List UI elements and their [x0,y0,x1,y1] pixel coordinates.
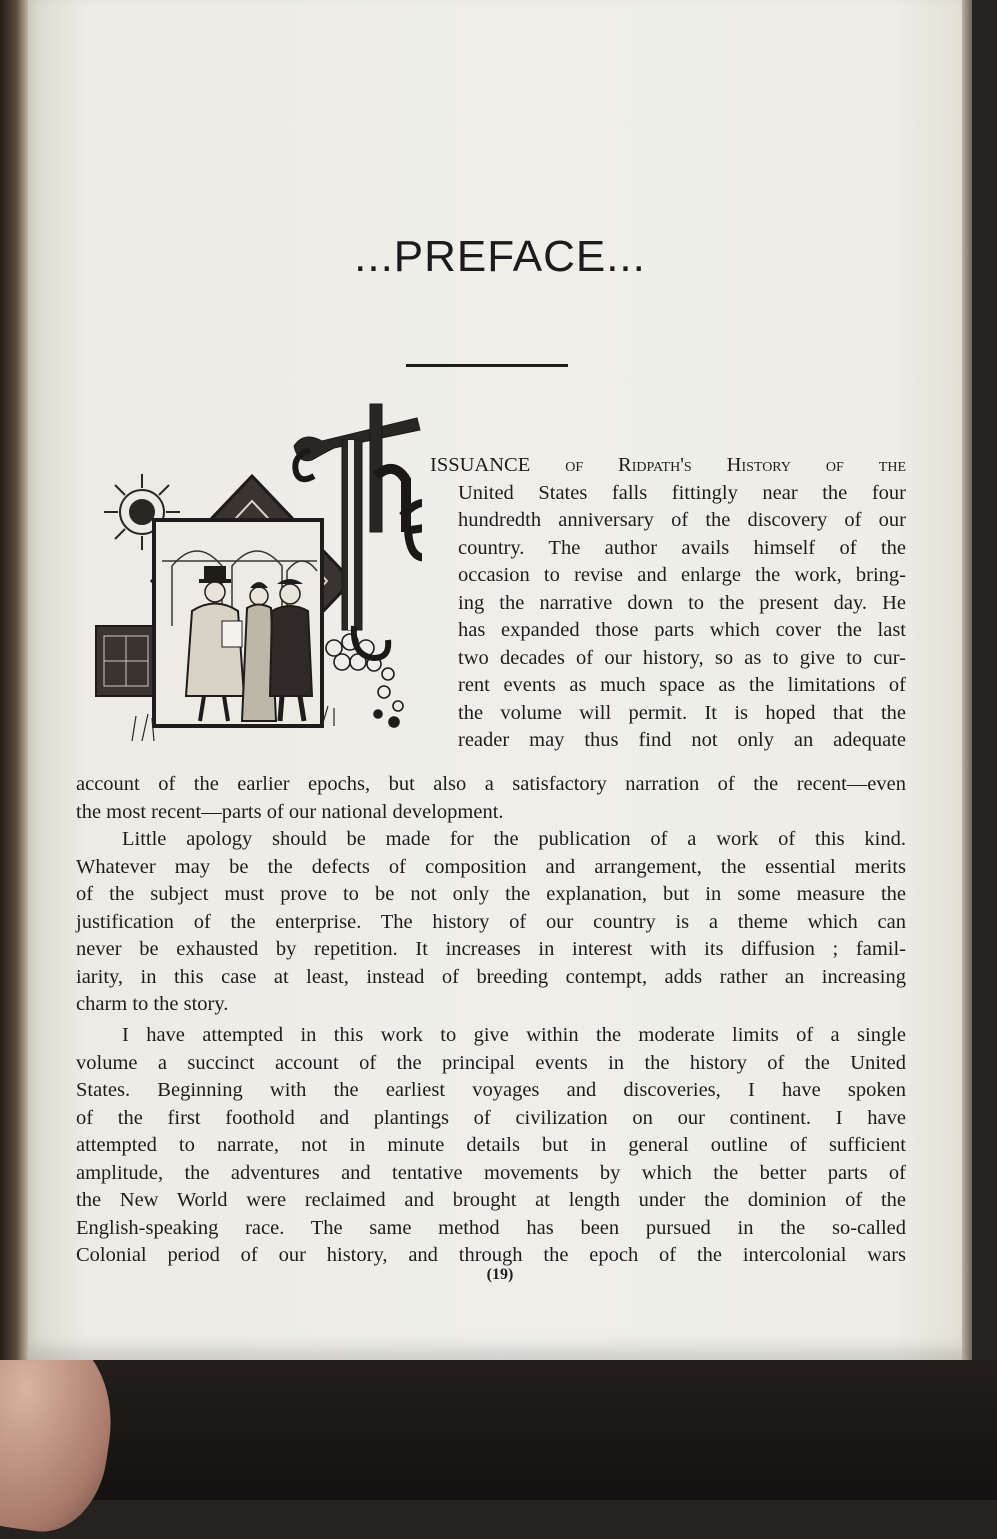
text-line: English-speaking race. The same method has been pursued in the so-called [76,1216,906,1239]
text-line: attempted to narrate, not in minute details but in general outline of sufficient [76,1134,906,1156]
lead-line: has expanded those parts which cover the last [458,619,906,641]
text-line: the most recent—parts of our national development. [76,800,504,823]
text-line: account of the earlier epochs, but also a satisfactory narration of the recent—even [76,773,906,795]
paragraph-3 [76,1022,906,1270]
lead-line: two decades of our history, so as to give to cur- [458,646,906,669]
text-line: iarity, in this case at least, instead of breeding contempt, adds rather an increasing [76,965,906,988]
background-surface [0,1360,997,1500]
page-title: ...PREFACE... [354,232,646,281]
lead-line: country. The author avails himself of the [458,536,906,559]
text-line: States. Beginning with the earliest voyages and discoveries, I have spoken [76,1079,906,1101]
lead-line: ing the narrative down to the present day. He [458,591,906,614]
lead-line: hundredth anniversary of the discovery of our [458,509,906,531]
page-number: (19) [486,1266,514,1283]
paragraph-2 [76,826,906,1019]
drop-cap-illustration [72,396,422,756]
text-line: justification of the enterprise. The history of our country is a theme which can [76,910,906,933]
lead-line: the volume will permit. It is hoped that the [458,701,906,724]
text-line: Colonial period of our history, and through the epoch of the intercolonial wars [76,1244,906,1266]
lead-opening: ISSUANCE [430,454,531,476]
lead-line: occasion to revise and enlarge the work, bring- [458,564,906,586]
book-page [28,0,972,1360]
text-line: of the subject must prove to be not only the explanation, but in some measure the [76,883,906,905]
lead-line: United States falls fittingly near the four [458,481,906,504]
text-line: I have attempted in this work to give within the moderate limits of a single [122,1024,906,1046]
lead-line: reader may thus find not only an adequate [458,729,906,751]
text-line: of the first foothold and plantings of civilization on our continent. I have [76,1106,906,1129]
lead-paragraph-continued [76,771,906,826]
page-edge [962,0,972,1360]
lead-line-text: of Ridpath's History of the [565,454,906,476]
text-line: volume a succinct account of the principal events in the history of the United [76,1051,906,1074]
lead-line [430,452,906,480]
text-line: Whatever may be the defects of composition and arrangement, the essential merits [76,855,906,878]
text-line: the New World were reclaimed and brought at length under the dominion of the [76,1189,906,1211]
lead-paragraph [430,452,906,755]
lead-line: rent events as much space as the limitations of [458,674,906,696]
text-line: Little apology should be made for the publication of a work of this kind. [122,828,906,850]
text-line: amplitude, the adventures and tentative movements by which the better parts of [76,1161,906,1184]
text-line: charm to the story. [76,993,229,1015]
text-line: never be exhausted by repetition. It increases in interest with its diffusion ; famil- [76,938,906,960]
title-rule [406,364,568,367]
bubble-ornament [326,634,403,727]
